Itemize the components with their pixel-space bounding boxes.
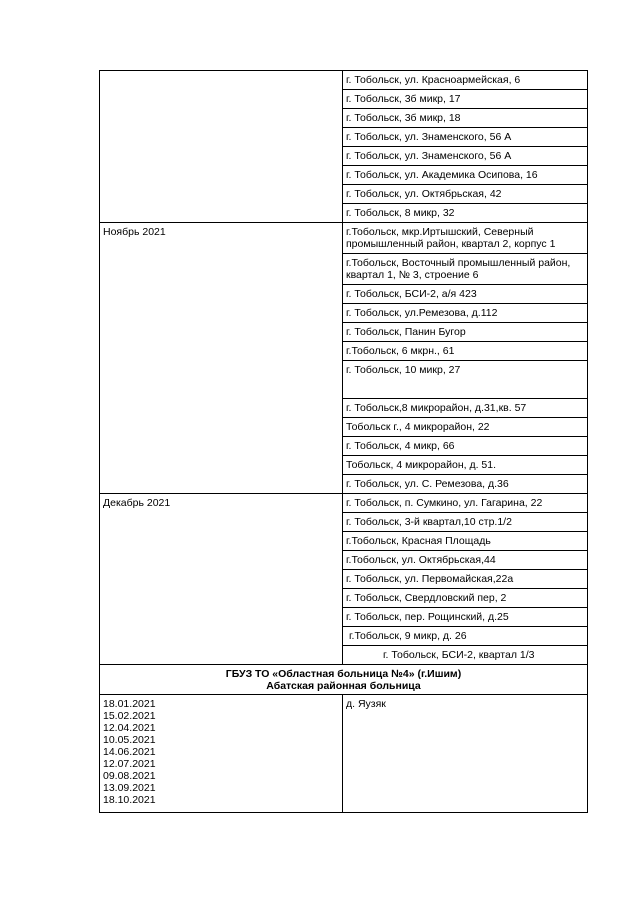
section-header [100, 665, 588, 695]
table-row [100, 494, 588, 513]
place-cell: д. Яузяк [343, 695, 588, 813]
period-cell-empty [100, 71, 343, 223]
address-cell: г. Тобольск, 3б микр, 17 [343, 90, 588, 109]
address-cell: г. Тобольск, ул. Первомайская,22а [343, 570, 588, 589]
period-cell-december: Декабрь 2021 [100, 494, 343, 665]
address-cell: г.Тобольск, Красная Площадь [343, 532, 588, 551]
dates-cell: 18.01.2021 15.02.2021 12.04.2021 10.05.2021 14.06.2021 12.07.2021 09.08.2021 13.09.2021 18.10.2021 [100, 695, 343, 813]
section-header-hospital: Абатская районная больница [266, 680, 421, 692]
address-cell: г. Тобольск, БСИ-2, квартал 1/3 [343, 646, 588, 665]
address-cell: г. Тобольск, БСИ-2, а/я 423 [343, 285, 588, 304]
address-cell: г. Тобольск,8 микрорайон, д.31,кв. 57 [343, 399, 588, 418]
address-cell: г. Тобольск, 3б микр, 18 [343, 109, 588, 128]
address-cell: г. Тобольск, п. Сумкино, ул. Гагарина, 22 [343, 494, 588, 513]
address-cell: г. Тобольск, Свердловский пер, 2 [343, 589, 588, 608]
table-row [100, 223, 588, 254]
address-cell: г.Тобольск, Восточный промышленный район, квартал 1, № 3, строение 6 [343, 254, 588, 285]
address-cell: г. Тобольск, 3-й квартал,10 стр.1/2 [343, 513, 588, 532]
address-cell: г. Тобольск, 4 микр, 66 [343, 437, 588, 456]
address-cell: г. Тобольск, Панин Бугор [343, 323, 588, 342]
address-cell: г. Тобольск, ул. С. Ремезова, д.36 [343, 475, 588, 494]
address-cell: г.Тобольск, 6 мкрн., 61 [343, 342, 588, 361]
period-cell-november: Ноябрь 2021 [100, 223, 343, 494]
address-cell: г.Тобольск, 9 микр, д. 26 [343, 627, 588, 646]
schedule-table [99, 70, 588, 813]
address-cell: г. Тобольск, ул. Знаменского, 56 А [343, 128, 588, 147]
address-cell: г.Тобольск, мкр.Иртышский, Северный промышленный район, квартал 2, корпус 1 [343, 223, 588, 254]
table-row [100, 665, 588, 695]
address-cell: г. Тобольск, 8 микр, 32 [343, 204, 588, 223]
address-cell: г. Тобольск, ул.Ремезова, д.112 [343, 304, 588, 323]
address-cell: г. Тобольск, ул. Красноармейская, 6 [343, 71, 588, 90]
table-row [100, 695, 588, 813]
table-row [100, 71, 588, 90]
address-cell: г. Тобольск, ул. Академика Осипова, 16 [343, 166, 588, 185]
address-cell: г. Тобольск, пер. Рощинский, д.25 [343, 608, 588, 627]
address-cell: г. Тобольск, ул. Октябрьская, 42 [343, 185, 588, 204]
section-header-org: ГБУЗ ТО «Областная больница №4» (г.Ишим) [225, 668, 462, 680]
address-cell: г.Тобольск, ул. Октябрьская,44 [343, 551, 588, 570]
address-cell: г. Тобольск, ул. Знаменского, 56 А [343, 147, 588, 166]
address-cell: Тобольск, 4 микрорайон, д. 51. [343, 456, 588, 475]
address-cell: Тобольск г., 4 микрорайон, 22 [343, 418, 588, 437]
address-cell: г. Тобольск, 10 микр, 27 [343, 361, 588, 399]
